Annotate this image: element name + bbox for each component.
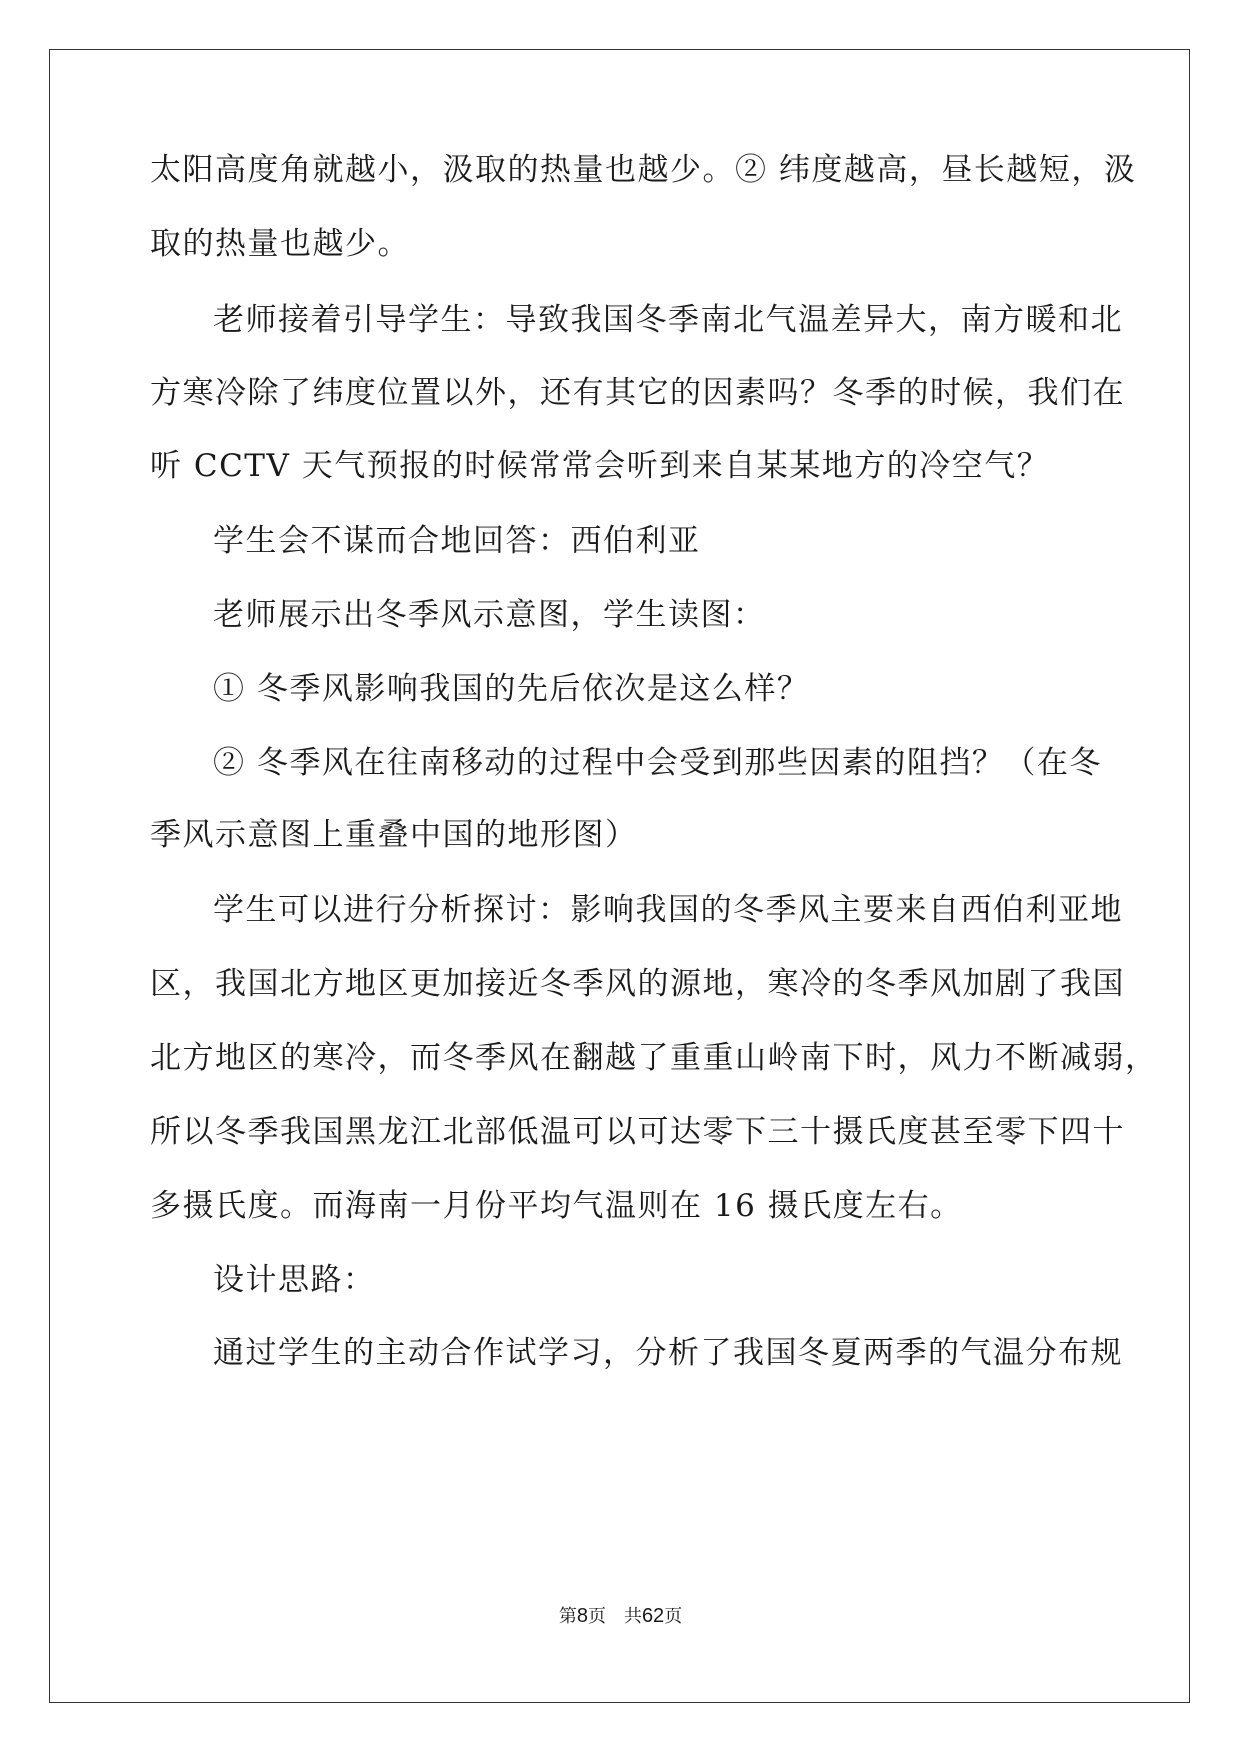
body-line: 老师展示出冬季风示意图，学生读图： [213, 597, 766, 633]
body-line: 取的热量也越少。 [150, 226, 410, 262]
page-footer [0, 1604, 1241, 1629]
total-pages: 62 [641, 1605, 665, 1627]
body-line: 设计思路： [213, 1262, 376, 1298]
body-line: 学生会不谋而合地回答：西伯利亚 [213, 523, 701, 559]
body-line: 通过学生的主动合作试学习，分析了我国冬夏两季的气温分布规 [213, 1335, 1123, 1371]
body-line: ② 冬季风在往南移动的过程中会受到那些因素的阻挡？（在冬 [213, 745, 1102, 781]
body-line: 多摄氏度。而海南一月份平均气温则在 16 摄氏度左右。 [150, 1188, 963, 1224]
body-line: 所以冬季我国黑龙江北部低温可以可达零下三十摄氏度甚至零下四十 [150, 1114, 1125, 1150]
page-suffix: 页 [587, 1606, 606, 1627]
body-line: 学生可以进行分析探讨：影响我国的冬季风主要来自西伯利亚地 [213, 892, 1123, 928]
body-line: 北方地区的寒冷，而冬季风在翻越了重重山岭南下时，风力不断减弱， [150, 1040, 1158, 1076]
body-line: ① 冬季风影响我国的先后依次是这么样？ [213, 671, 810, 707]
body-line: 听 CCTV 天气预报的时候常常会听到来自某某地方的冷空气？ [150, 448, 1050, 484]
body-line: 太阳高度角就越小，汲取的热量也越少。② 纬度越高，昼长越短，汲 [150, 152, 1137, 188]
body-line: 老师接着引导学生：导致我国冬季南北气温差异大，南方暖和北 [213, 302, 1123, 338]
body-line: 季风示意图上重叠中国的地形图） [150, 817, 638, 853]
page-number: 8 [576, 1605, 588, 1627]
total-suffix: 页 [664, 1606, 683, 1627]
body-line: 区，我国北方地区更加接近冬季风的源地，寒冷的冬季风加剧了我国 [150, 966, 1125, 1002]
page-prefix: 第 [558, 1606, 577, 1627]
page-border [49, 49, 1190, 1703]
body-line: 方寒冷除了纬度位置以外，还有其它的因素吗？冬季的时候，我们在 [150, 375, 1125, 411]
total-prefix: 共 [623, 1606, 642, 1627]
